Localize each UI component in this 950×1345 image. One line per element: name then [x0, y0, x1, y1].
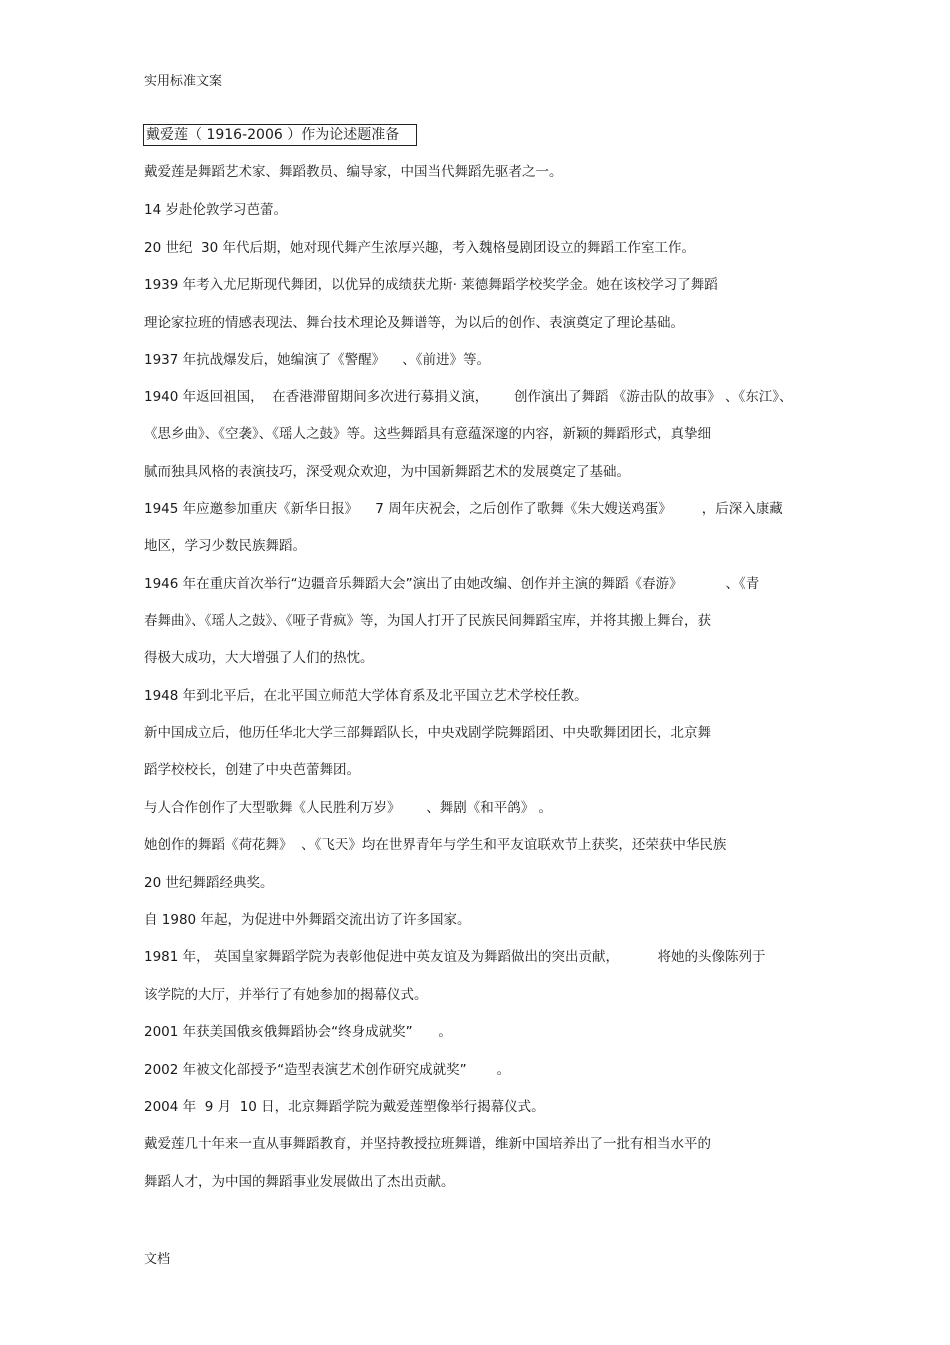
body-line: 2002 年被文化部授予“造型表演艺术创作研究成就奖” 。 — [144, 1062, 511, 1078]
body-line: 戴爱莲几十年来一直从事舞蹈教育，并坚持教授拉班舞谱，维新中国培养出了一批有相当水平的 — [144, 1136, 711, 1152]
body-line: 14 岁赴伦敦学习芭蕾。 — [144, 202, 287, 218]
body-line: 理论家拉班的情感表现法、舞台技术理论及舞谱等，为以后的创作、表演奠定了理论基础。 — [144, 315, 684, 331]
body-line: 得极大成功，大大增强了人们的热忱。 — [144, 650, 374, 666]
body-line: 春舞曲》、《瑶人之鼓》、《哑子背疯》等，为国人打开了民族民间舞蹈宝库，并将其搬上舞台，获 — [144, 613, 711, 629]
body-line: 地区，学习少数民族舞蹈。 — [144, 538, 306, 554]
body-line: 与人合作创作了大型歌舞《人民胜利万岁》 、舞剧《和平鸽》 。 — [144, 800, 553, 816]
body-line: 腻而独具风格的表演技巧，深受观众欢迎，为中国新舞蹈艺术的发展奠定了基础。 — [144, 464, 630, 480]
body-line: 2001 年获美国俄亥俄舞蹈协会“终身成就奖” 。 — [144, 1024, 452, 1040]
body-line: 1939 年考入尤尼斯现代舞团，以优异的成绩获尤斯· 莱德舞蹈学校奖学金。她在该校学习了舞蹈 — [144, 277, 718, 293]
body-line: 新中国成立后，他历任华北大学三部舞蹈队长，中央戏剧学院舞蹈团、中央歌舞团团长，北京舞 — [144, 725, 711, 741]
body-line: 2004 年 9 月 10 日，北京舞蹈学院为戴爱莲塑像举行揭幕仪式。 — [144, 1099, 545, 1115]
body-line: 1946 年在重庆首次举行“边疆音乐舞蹈大会”演出了由她改编、创作并主演的舞蹈《春游》 、《青 — [144, 576, 760, 592]
page-footer: 文档 — [144, 1252, 171, 1267]
body-line: 戴爱莲是舞蹈艺术家、舞蹈教员、编导家，中国当代舞蹈先驱者之一。 — [144, 164, 563, 180]
body-line: 1948 年到北平后，在北平国立师范大学体育系及北平国立艺术学校任教。 — [144, 688, 588, 704]
body-line: 20 世纪舞蹈经典奖。 — [144, 875, 274, 891]
body-line: 1945 年应邀参加重庆《新华日报》 7 周年庆祝会，之后创作了歌舞《朱大嫂送鸡蛋》 ，后深入康藏 — [144, 501, 783, 517]
body-line: 她创作的舞蹈《荷花舞》 、《飞天》均在世界青年与学生和平友谊联欢节上获奖，还荣获中华民族 — [144, 837, 727, 853]
body-line: 该学院的大厅，并举行了有她参加的揭幕仪式。 — [144, 987, 428, 1003]
body-line: 《思乡曲》、《空袭》、《瑶人之鼓》等。这些舞蹈具有意蕴深邃的内容，新颖的舞蹈形式，真挚细 — [144, 426, 711, 442]
page-header: 实用标准文案 — [144, 74, 223, 89]
body-line: 蹈学校校长，创建了中央芭蕾舞团。 — [144, 762, 360, 778]
body-line: 20 世纪 30 年代后期，她对现代舞产生浓厚兴趣，考入魏格曼剧团设立的舞蹈工作室工作。 — [144, 240, 696, 256]
body-line: 自 1980 年起，为促进中外舞蹈交流出访了许多国家。 — [144, 912, 471, 928]
body-line: 1981 年， 英国皇家舞蹈学院为表彰他促进中英友谊及为舞蹈做出的突出贡献， 将她的头像陈列于 — [144, 949, 766, 965]
body-line: 舞蹈人才，为中国的舞蹈事业发展做出了杰出贡献。 — [144, 1174, 455, 1190]
body-line: 1940 年返回祖国， 在香港滞留期间多次进行募捐义演， 创作演出了舞蹈 《游击队的故事》 、《东江》、 — [144, 389, 793, 405]
body-line: 1937 年抗战爆发后，她编演了《警醒》 、《前进》等。 — [144, 352, 491, 368]
document-title: 戴爱莲（ 1916-2006 ）作为论述题准备 — [143, 124, 417, 146]
